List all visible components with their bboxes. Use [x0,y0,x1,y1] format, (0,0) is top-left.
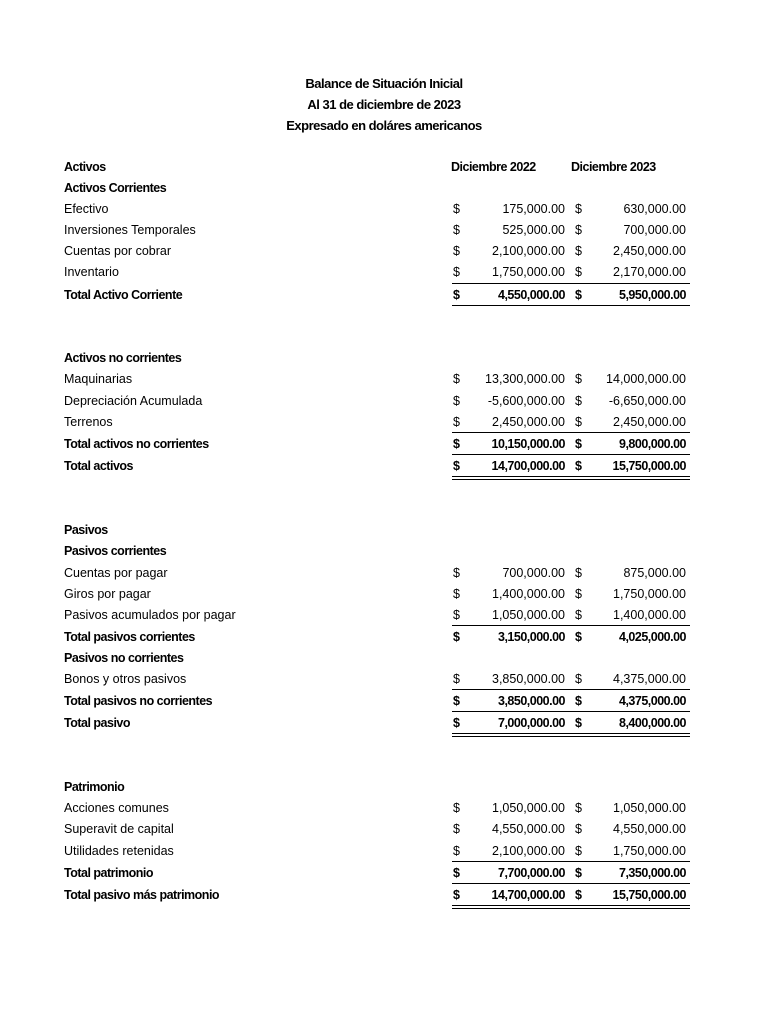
table-row: Bonos y otros pasivos $ 3,850,000.00 $ 4,375,000.00 [64,672,686,686]
grand-total-row: Total pasivo $ 7,000,000.00 $ 8,400,000.00 [64,716,686,730]
table-row: Superavit de capital $ 4,550,000.00 $ 4,550,000.00 [64,822,686,836]
rule [452,283,690,284]
column-header-row [64,157,690,178]
total-row: Total patrimonio $ 7,700,000.00 $ 7,350,000.00 [64,866,686,880]
table-row: Cuentas por cobrar $ 2,100,000.00 $ 2,450,000.00 [64,244,686,258]
column-header-2023: Diciembre 2023 [571,160,656,174]
total-row: Total activos no corrientes $ 10,150,000.00 $ 9,800,000.00 [64,437,686,451]
report-date: Al 31 de diciembre de 2023 [307,97,461,112]
report-currency-note: Expresado en doláres americanos [286,118,482,133]
table-row: Utilidades retenidas $ 2,100,000.00 $ 1,750,000.00 [64,844,686,858]
table-row: Terrenos $ 2,450,000.00 $ 2,450,000.00 [64,415,686,429]
rule [452,305,690,306]
double-rule [452,733,690,737]
table-row: Maquinarias $ 13,300,000.00 $ 14,000,000.00 [64,372,686,386]
rule [452,711,690,712]
table-row: Efectivo $ 175,000.00 $ 630,000.00 [64,202,686,216]
rule [452,883,690,884]
section-subtitle: Pasivos corrientes [64,544,167,558]
table-row: Acciones comunes $ 1,050,000.00 $ 1,050,000.00 [64,801,686,815]
table-row: Inversiones Temporales $ 525,000.00 $ 700,000.00 [64,223,686,237]
section-title: Activos Corrientes [64,181,167,195]
rule [452,861,690,862]
section-title: Patrimonio [64,780,125,794]
report-title: Balance de Situación Inicial [305,76,463,91]
total-row: Total pasivos corrientes $ 3,150,000.00 $ 4,025,000.00 [64,630,686,644]
double-rule [452,905,690,909]
section-title: Activos no corrientes [64,351,182,365]
rule [452,625,690,626]
total-row: Total pasivos no corrientes $ 3,850,000.00 $ 4,375,000.00 [64,694,686,708]
section-subtitle: Pasivos no corrientes [64,651,184,665]
rule [452,432,690,433]
column-header-2022: Diciembre 2022 [451,160,536,174]
table-row: Depreciación Acumulada $ -5,600,000.00 $ -6,650,000.00 [64,394,686,408]
rule [452,454,690,455]
table-row: Giros por pagar $ 1,400,000.00 $ 1,750,000.00 [64,587,686,601]
activos-heading: Activos [64,160,106,174]
report-title-block [0,73,768,136]
total-row: Total Activo Corriente $ 4,550,000.00 $ 5,950,000.00 [64,288,686,302]
table-row: Inventario $ 1,750,000.00 $ 2,170,000.00 [64,265,686,279]
double-rule [452,476,690,480]
table-row: Cuentas por pagar $ 700,000.00 $ 875,000.00 [64,566,686,580]
rule [452,689,690,690]
section-title: Pasivos [64,523,108,537]
grand-total-row: Total activos $ 14,700,000.00 $ 15,750,000.00 [64,459,686,473]
grand-total-row: Total pasivo más patrimonio $ 14,700,000.00 $ 15,750,000.00 [64,888,686,902]
table-row: Pasivos acumulados por pagar $ 1,050,000.00 $ 1,400,000.00 [64,608,686,622]
